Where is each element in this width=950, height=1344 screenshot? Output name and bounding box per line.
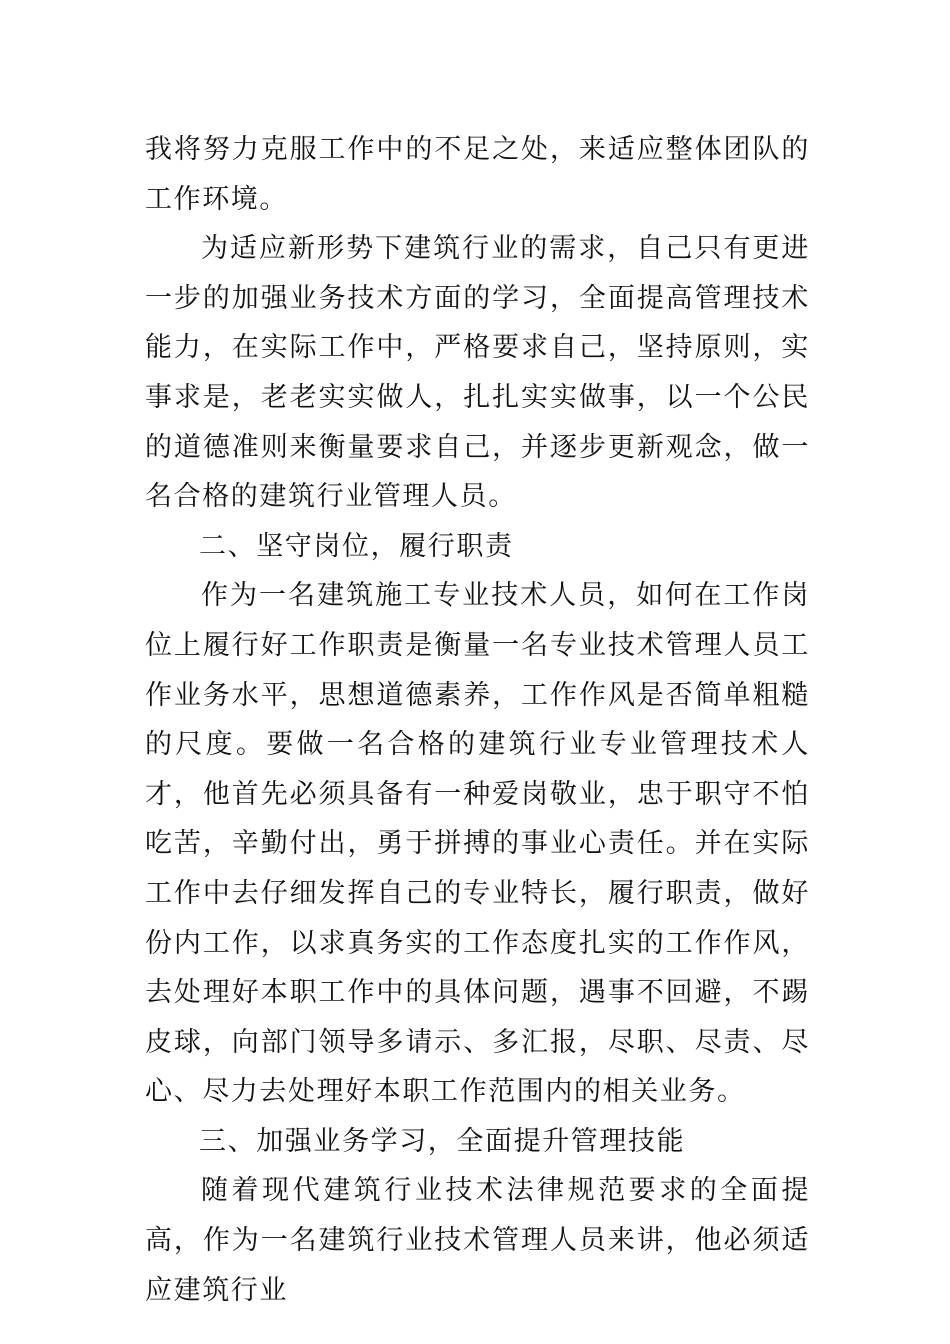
document-body: [145, 125, 810, 1315]
paragraph-body: 作为一名建筑施工专业技术人员，如何在工作岗位上履行好工作职责是衡量一名专业技术管理人员工作业务水平，思想道德素养，工作作风是否简单粗糙的尺度。要做一名合格的建筑行业专业管理技术人才，他首先必须具备有一种爱岗敬业，忠于职守不怕吃苦，辛勤付出，勇于拼搏的事业心责任。并在实际工作中去仔细发挥自己的专业特长，履行职责，做好份内工作，以求真务实的工作态度扎实的工作作风，去处理好本职工作中的具体问题，遇事不回避，不踢皮球，向部门领导多请示、多汇报，尽职、尽责、尽心、尽力去处理好本职工作范围内的相关业务。: [145, 580, 810, 1108]
section-heading: 三、加强业务学习，全面提升管理技能: [199, 1125, 686, 1157]
paragraph-continued: 我将努力克服工作中的不足之处，来适应整体团队的工作环境。: [145, 134, 810, 215]
paragraph-body: 随着现代建筑行业技术法律规范要求的全面提高，作为一名建筑行业技术管理人员来讲，他必须适应建筑行业: [145, 1175, 810, 1306]
paragraph-body: 为适应新形势下建筑行业的需求，自己只有更进一步的加强业务技术方面的学习，全面提高管理技术能力，在实际工作中，严格要求自己，坚持原则，实事求是，老老实实做人，扎扎实实做事，以一个公民的道德准则来衡量要求自己，并逐步更新观念，做一名合格的建筑行业管理人员。: [145, 233, 810, 513]
section-heading: 二、坚守岗位，履行职责: [199, 530, 514, 562]
